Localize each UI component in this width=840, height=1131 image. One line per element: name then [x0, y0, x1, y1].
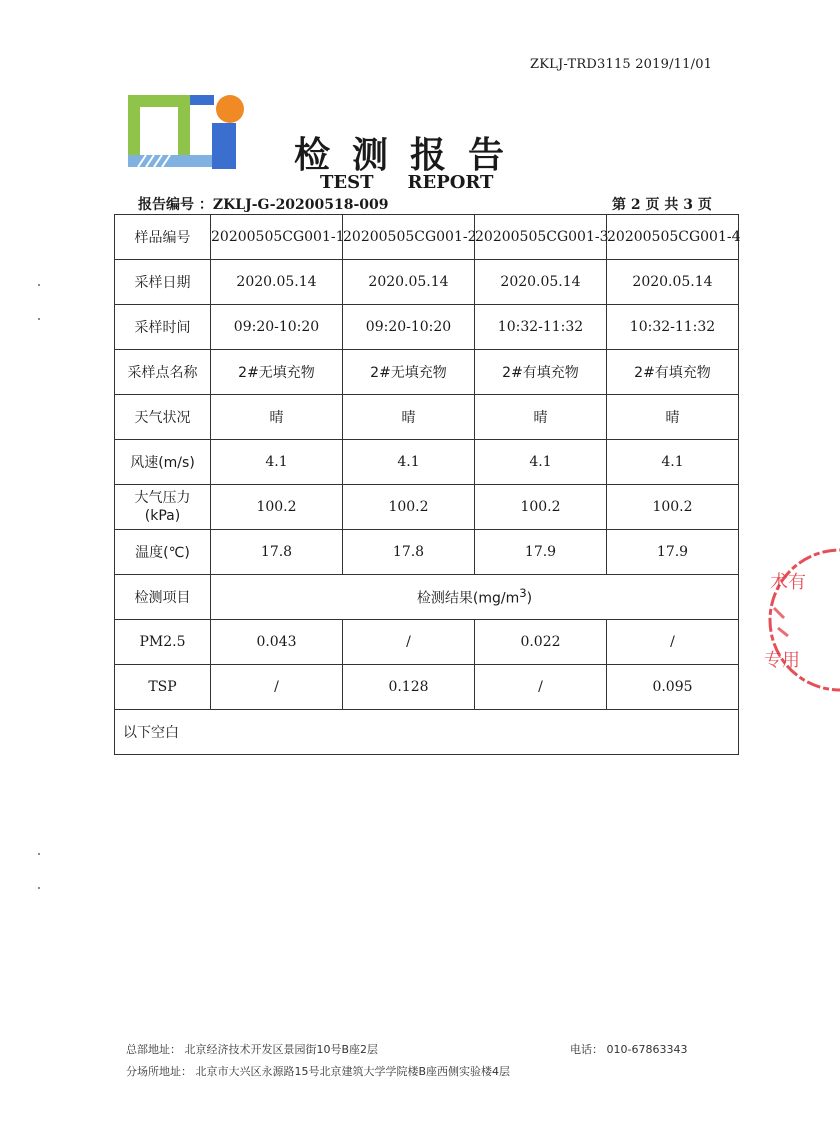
table-cell: 09:20-10:20 — [343, 305, 475, 350]
document-code: ZKLJ-TRD3115 2019/11/01 — [530, 57, 713, 72]
scan-speck — [38, 318, 40, 320]
table-cell: 晴 — [607, 395, 739, 440]
table-cell: 晴 — [343, 395, 475, 440]
blank-below-note: 以下空白 — [115, 710, 739, 755]
table-cell: 17.9 — [607, 530, 739, 575]
table-cell: 2020.05.14 — [475, 260, 607, 305]
table-cell: 2#有填充物 — [607, 350, 739, 395]
table-row — [115, 395, 739, 440]
table-cell: 10:32-11:32 — [607, 305, 739, 350]
row-label: 采样时间 — [115, 305, 211, 350]
results-table — [114, 214, 739, 755]
table-row — [115, 215, 739, 260]
table-row — [115, 530, 739, 575]
table-cell: / — [343, 620, 475, 665]
company-logo — [126, 93, 246, 173]
table-cell: 17.8 — [211, 530, 343, 575]
table-cell: 17.8 — [343, 530, 475, 575]
table-cell: 10:32-11:32 — [475, 305, 607, 350]
report-number: 报告编号 ：ZKLJ-G-20200518-009 — [138, 197, 389, 213]
scan-speck — [38, 853, 40, 855]
row-label-line1: 大气压力 — [134, 490, 191, 506]
table-cell: 2020.05.14 — [211, 260, 343, 305]
table-row — [115, 305, 739, 350]
report-title-en — [320, 172, 493, 193]
row-label: 样品编号 — [115, 215, 211, 260]
row-label: 采样日期 — [115, 260, 211, 305]
seal-text-bottom: 专用 — [764, 650, 800, 671]
phone-number: 电话： 010-67863343 — [570, 1043, 688, 1056]
results-header-suffix: ) — [526, 590, 533, 607]
table-row — [115, 440, 739, 485]
item-label: PM2.5 — [115, 620, 211, 665]
row-label: 温度(℃) — [115, 530, 211, 575]
item-label: TSP — [115, 665, 211, 710]
table-row — [115, 620, 739, 665]
table-row — [115, 350, 739, 395]
footer-hq — [126, 1041, 726, 1057]
row-label-line2: (kPa) — [144, 508, 181, 524]
results-header-prefix: 检测结果(mg/m — [416, 590, 520, 607]
scan-speck — [38, 284, 40, 286]
table-cell: 0.043 — [211, 620, 343, 665]
row-label: 采样点名称 — [115, 350, 211, 395]
row-label: 风速(m/s) — [115, 440, 211, 485]
seal-text-top: 术有 — [770, 572, 806, 593]
table-row — [115, 710, 739, 755]
report-title-cn: 检测报告 — [293, 135, 526, 176]
table-cell: 2#有填充物 — [475, 350, 607, 395]
hq-address: 总部地址： 北京经济技术开发区景园街10号B座2层 — [126, 1043, 379, 1056]
table-cell: 20200505CG001-3 — [475, 215, 607, 260]
table-cell: 20200505CG001-4 — [607, 215, 739, 260]
table-cell: 晴 — [211, 395, 343, 440]
table-cell: 2020.05.14 — [343, 260, 475, 305]
table-cell: 100.2 — [607, 485, 739, 530]
table-cell: 4.1 — [607, 440, 739, 485]
table-cell: 2#无填充物 — [343, 350, 475, 395]
official-seal-stamp — [760, 540, 840, 700]
results-header — [211, 575, 739, 620]
table-cell: 晴 — [475, 395, 607, 440]
table-cell: / — [475, 665, 607, 710]
table-cell: / — [211, 665, 343, 710]
table-cell: / — [607, 620, 739, 665]
table-cell: 20200505CG001-2 — [343, 215, 475, 260]
title-en-report: REPORT — [407, 172, 494, 193]
results-header-sup: 3 — [519, 586, 527, 601]
table-cell: 100.2 — [475, 485, 607, 530]
scan-speck — [38, 887, 40, 889]
title-en-test: TEST — [320, 172, 374, 193]
table-row — [115, 575, 739, 620]
table-cell: 4.1 — [343, 440, 475, 485]
table-cell: 100.2 — [211, 485, 343, 530]
table-row — [115, 665, 739, 710]
row-label: 天气状况 — [115, 395, 211, 440]
table-cell: 20200505CG001-1 — [211, 215, 343, 260]
table-cell: 09:20-10:20 — [211, 305, 343, 350]
table-cell: 17.9 — [475, 530, 607, 575]
table-cell: 0.128 — [343, 665, 475, 710]
table-cell: 2#无填充物 — [211, 350, 343, 395]
table-cell: 4.1 — [475, 440, 607, 485]
table-row — [115, 485, 739, 530]
table-cell: 4.1 — [211, 440, 343, 485]
items-header-label: 检测项目 — [115, 575, 211, 620]
table-cell: 2020.05.14 — [607, 260, 739, 305]
footer-branch-address: 分场所地址： 北京市大兴区永源路15号北京建筑大学学院楼B座西侧实验楼4层 — [126, 1065, 511, 1078]
table-cell: 0.022 — [475, 620, 607, 665]
table-cell: 100.2 — [343, 485, 475, 530]
row-label — [115, 485, 211, 530]
page-indicator: 第 2 页 共 3 页 — [612, 197, 712, 213]
table-cell: 0.095 — [607, 665, 739, 710]
table-row — [115, 260, 739, 305]
